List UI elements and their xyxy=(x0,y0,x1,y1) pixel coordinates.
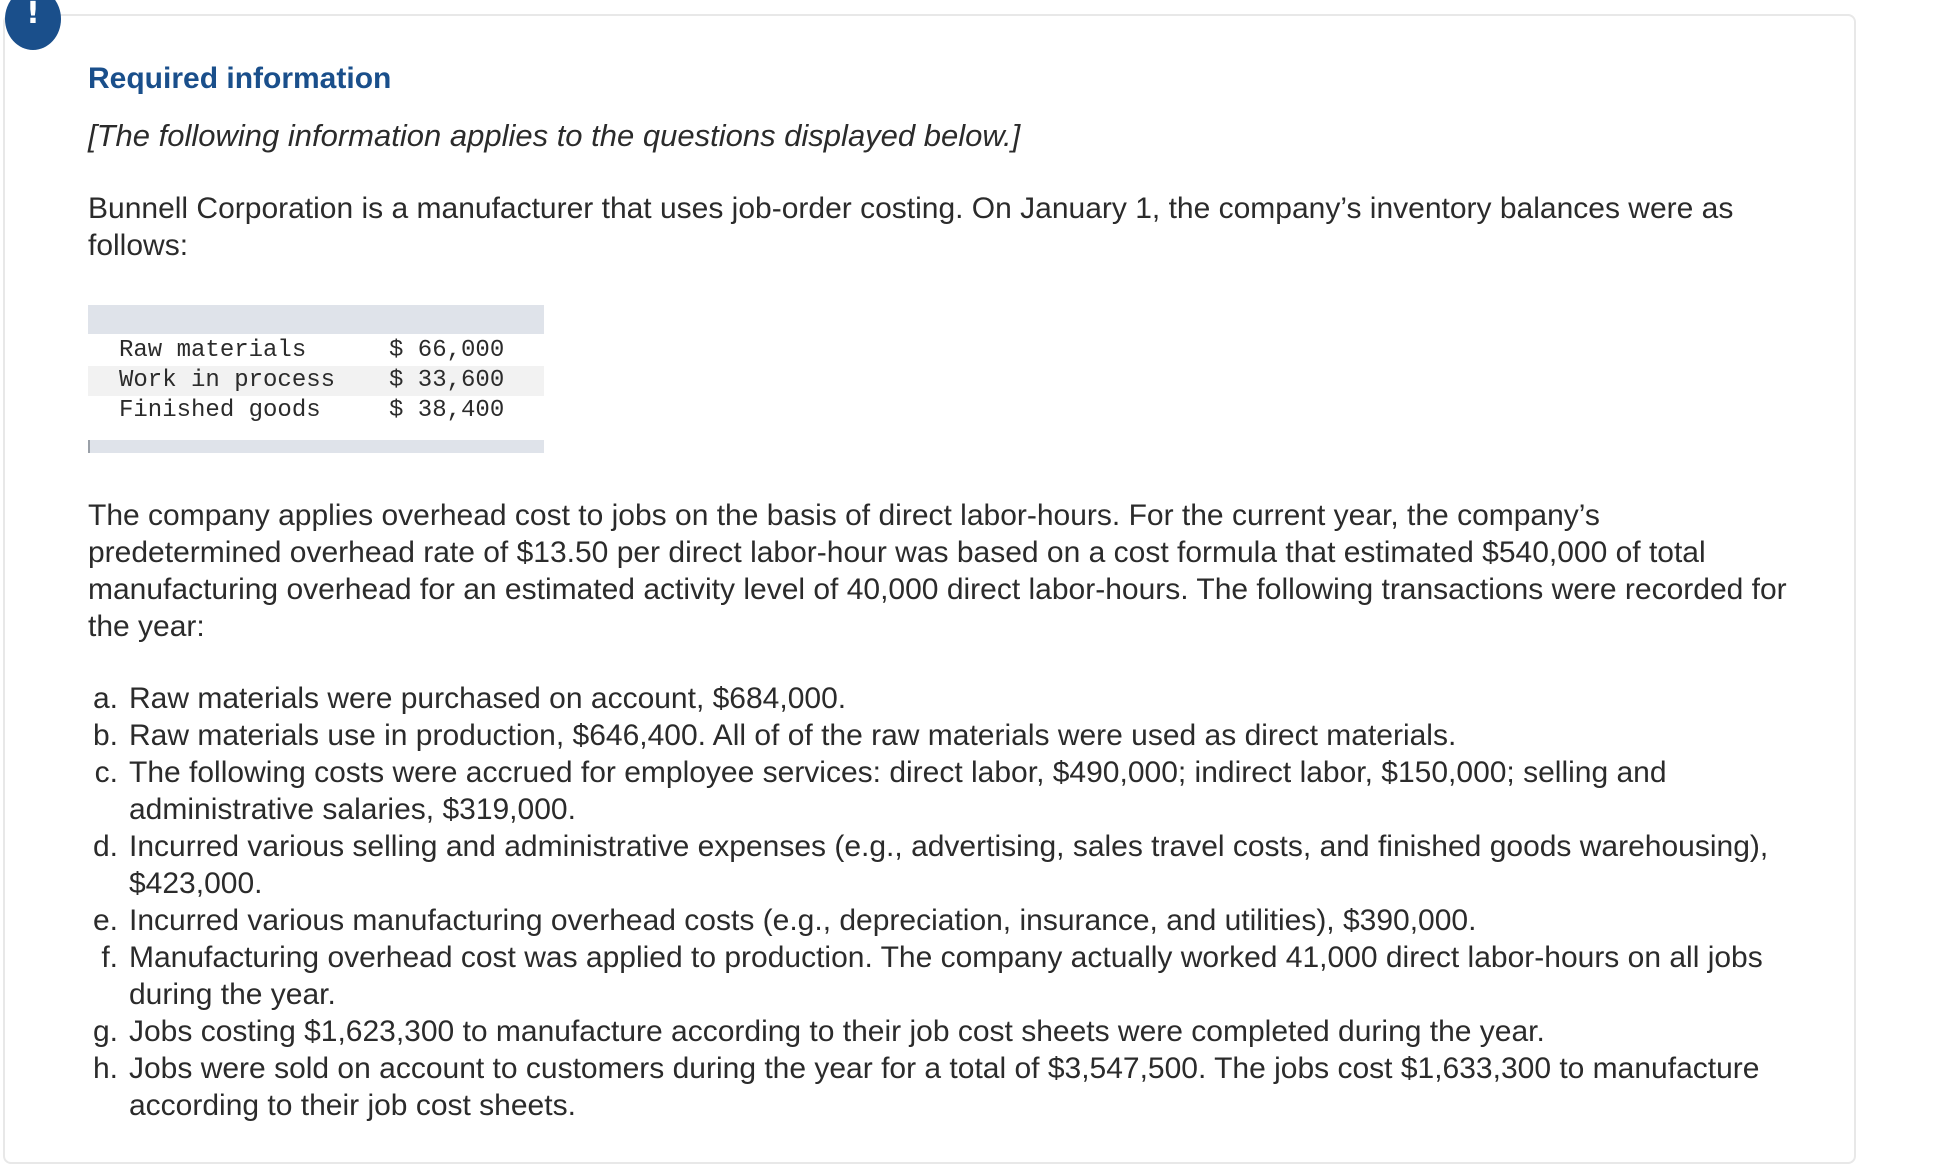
list-item-text: Jobs were sold on account to customers during the year for a total of $3,547,500. The jobs cost $1,633,300 to manufacture according to their job cost sheets. xyxy=(129,1052,1760,1122)
list-item xyxy=(88,828,1808,902)
inventory-balances-table xyxy=(88,305,544,453)
list-marker: d. xyxy=(92,830,118,863)
list-item xyxy=(88,1050,1808,1124)
list-marker: g. xyxy=(92,1015,118,1048)
list-marker: h. xyxy=(92,1052,118,1085)
balance-amount: $ 66,000 xyxy=(389,337,505,364)
section-title: Required information xyxy=(88,62,392,95)
overhead-paragraph: The company applies overhead cost to jobs on the basis of direct labor-hours. For the current year, the company’s predetermined overhead rate of $13.50 per direct labor-hour was based on a cost formula that estimated $540,000 of total manufacturing overhead for an estimated activity level of 40,000 direct labor-hours. The following transactions were recorded for the year: xyxy=(88,499,1787,643)
list-marker: f. xyxy=(101,941,118,974)
intro-paragraph: Bunnell Corporation is a manufacturer that uses job-order costing. On January 1, the company’s inventory balances were as follows: xyxy=(88,192,1734,262)
table-row xyxy=(88,366,544,396)
list-item xyxy=(88,939,1808,1013)
list-item-text: Incurred various manufacturing overhead costs (e.g., depreciation, insurance, and utilities), $390,000. xyxy=(129,904,1477,937)
balance-label: Raw materials xyxy=(119,337,307,364)
list-marker: e. xyxy=(92,904,118,937)
list-item xyxy=(88,717,1808,754)
balance-label: Work in process xyxy=(88,366,389,396)
list-item-text: The following costs were accrued for employee services: direct labor, $490,000; indirect labor, $150,000; selling and administrative salaries, $319,000. xyxy=(129,756,1667,826)
list-item xyxy=(88,754,1808,828)
table-row xyxy=(88,396,544,426)
list-item-text: Jobs costing $1,623,300 to manufacture according to their job cost sheets were completed during the year. xyxy=(129,1015,1545,1048)
table-row xyxy=(88,336,544,366)
list-marker: c. xyxy=(94,756,118,789)
balance-amount: $ 33,600 xyxy=(389,366,544,396)
alert-icon: ! xyxy=(5,0,61,50)
balance-label: Finished goods xyxy=(119,397,321,424)
list-item-text: Incurred various selling and administrative expenses (e.g., advertising, sales travel costs, and finished goods warehousing), $423,000. xyxy=(129,830,1769,900)
list-marker: b. xyxy=(92,719,118,752)
list-item xyxy=(88,680,1808,717)
table-footer-band xyxy=(88,440,544,453)
list-item-text: Manufacturing overhead cost was applied to production. The company actually worked 41,000 direct labor-hours on all jobs during the year. xyxy=(129,941,1763,1011)
transactions-list xyxy=(88,680,1808,1124)
list-item-text: Raw materials use in production, $646,400. All of of the raw materials were used as direct materials. xyxy=(129,719,1457,752)
table-header-band xyxy=(88,305,544,334)
applies-note: [The following information applies to the questions displayed below.] xyxy=(88,118,1021,153)
list-marker: a. xyxy=(92,682,118,715)
balances-grid xyxy=(88,336,544,426)
balance-amount: $ 38,400 xyxy=(389,397,505,424)
list-item xyxy=(88,1013,1808,1050)
list-item-text: Raw materials were purchased on account, $684,000. xyxy=(129,682,847,715)
list-item xyxy=(88,902,1808,939)
